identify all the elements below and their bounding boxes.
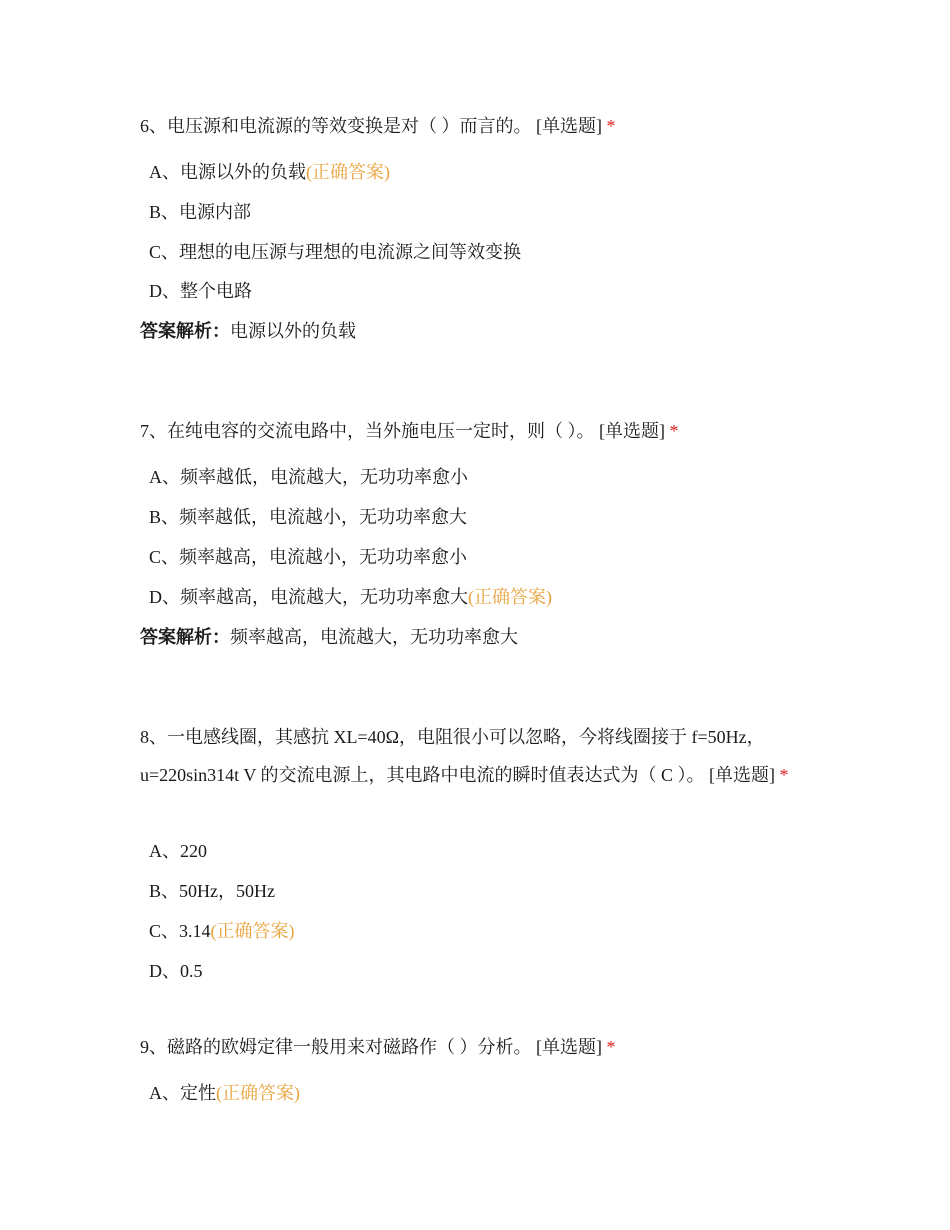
required-mark: * bbox=[606, 116, 616, 136]
question-9-title bbox=[140, 1028, 820, 1066]
option-text: D、整个电路 bbox=[149, 281, 252, 301]
correct-answer-tag: (正确答案) bbox=[306, 162, 390, 182]
question-text: 9、磁路的欧姆定律一般用来对磁路作（ ）分析。 bbox=[140, 1037, 532, 1057]
option-text: D、频率越高，电流越大，无功功率愈大 bbox=[149, 587, 468, 607]
question-type-tag: [单选题] bbox=[599, 421, 665, 441]
option-text: B、频率越低，电流越小，无功功率愈大 bbox=[149, 507, 468, 527]
option-text: C、频率越高，电流越小，无功功率愈小 bbox=[149, 547, 468, 567]
question-type-tag: [单选题] bbox=[536, 1037, 602, 1057]
question-7-option-d bbox=[149, 585, 552, 609]
question-9-option-a bbox=[149, 1081, 300, 1105]
question-8-title bbox=[140, 718, 820, 794]
option-text: A、频率越低，电流越大，无功功率愈小 bbox=[149, 467, 468, 487]
option-text: A、定性 bbox=[149, 1083, 216, 1103]
analysis-text: 电源以外的负载 bbox=[230, 321, 356, 341]
question-6-title bbox=[140, 107, 820, 145]
option-text: A、220 bbox=[149, 841, 207, 861]
question-text: 7、在纯电容的交流电路中，当外施电压一定时，则（ ）。 bbox=[140, 421, 595, 441]
option-text: C、3.14 bbox=[149, 921, 211, 941]
option-text: A、电源以外的负载 bbox=[149, 162, 306, 182]
correct-answer-tag: (正确答案) bbox=[210, 921, 295, 941]
question-6-option-d bbox=[149, 279, 252, 303]
option-text: D、0.5 bbox=[149, 961, 203, 981]
question-6-analysis bbox=[140, 319, 356, 343]
question-6-option-b bbox=[149, 200, 251, 224]
option-text: B、电源内部 bbox=[149, 202, 252, 222]
correct-answer-tag: (正确答案) bbox=[216, 1083, 300, 1103]
correct-answer-tag: (正确答案) bbox=[468, 587, 552, 607]
question-7-option-a bbox=[149, 465, 468, 489]
analysis-label: 答案解析： bbox=[140, 627, 230, 647]
question-8-option-b bbox=[149, 879, 275, 903]
question-text: 8、一电感线圈，其感抗 XL=40Ω，电阻很小可以忽略，今将线圈接于 f=50Hz，u=220sin314t V 的交流电源上，其电路中电流的瞬时值表达式为（ C ）。 bbox=[140, 727, 765, 785]
question-type-tag: [单选题] bbox=[709, 765, 776, 785]
required-mark: * bbox=[606, 1037, 616, 1057]
question-7-option-b bbox=[149, 505, 467, 529]
question-7-title bbox=[140, 412, 820, 450]
option-text: B、50Hz，50Hz bbox=[149, 881, 275, 901]
question-7-option-c bbox=[149, 545, 467, 569]
required-mark: * bbox=[779, 765, 789, 785]
analysis-label: 答案解析： bbox=[140, 321, 230, 341]
question-7-analysis bbox=[140, 625, 518, 649]
question-6-option-c bbox=[149, 240, 521, 264]
question-8-option-a bbox=[149, 839, 207, 863]
analysis-text: 频率越高，电流越大，无功功率愈大 bbox=[230, 627, 518, 647]
required-mark: * bbox=[669, 421, 679, 441]
question-8-option-c bbox=[149, 919, 295, 943]
option-text: C、理想的电压源与理想的电流源之间等效变换 bbox=[149, 242, 522, 262]
question-8-option-d bbox=[149, 959, 203, 983]
question-type-tag: [单选题] bbox=[536, 116, 602, 136]
question-6-option-a bbox=[149, 160, 390, 184]
question-text: 6、电压源和电流源的等效变换是对（ ）而言的。 bbox=[140, 116, 532, 136]
